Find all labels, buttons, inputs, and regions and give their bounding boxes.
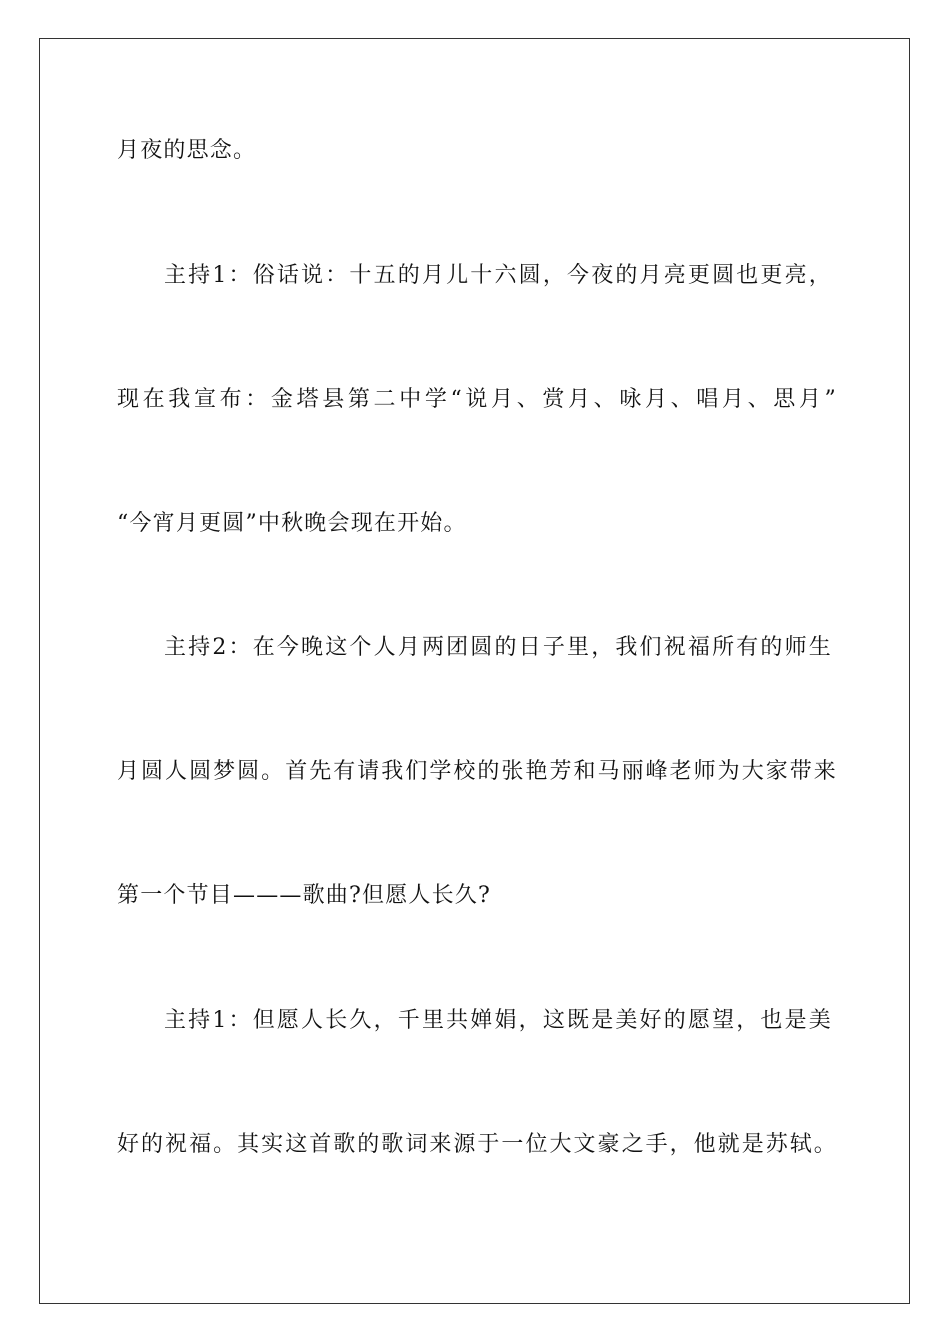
text-line: 好的祝福。其实这首歌的歌词来源于一位大文豪之手，他就是苏轼。 — [117, 1132, 837, 1157]
document-page — [39, 38, 910, 1304]
text-line: 月圆人圆梦圆。首先有请我们学校的张艳芳和马丽峰老师为大家带来 — [117, 759, 837, 784]
text-line: 现在我宣布：金塔县第二中学“说月、赏月、咏月、唱月、思月” — [117, 387, 837, 412]
text-line: 主持1：俗话说：十五的月儿十六圆，今夜的月亮更圆也更亮， — [164, 263, 832, 288]
text-line: 月夜的思念。 — [117, 138, 257, 163]
text-line: “今宵月更圆”中秋晚会现在开始。 — [117, 511, 467, 536]
text-line: 主持2：在今晚这个人月两团圆的日子里，我们祝福所有的师生 — [164, 635, 832, 660]
text-line: 主持1：但愿人长久，千里共婵娟，这既是美好的愿望，也是美 — [164, 1008, 832, 1033]
text-line: 第一个节目———歌曲?但愿人长久? — [117, 883, 491, 908]
